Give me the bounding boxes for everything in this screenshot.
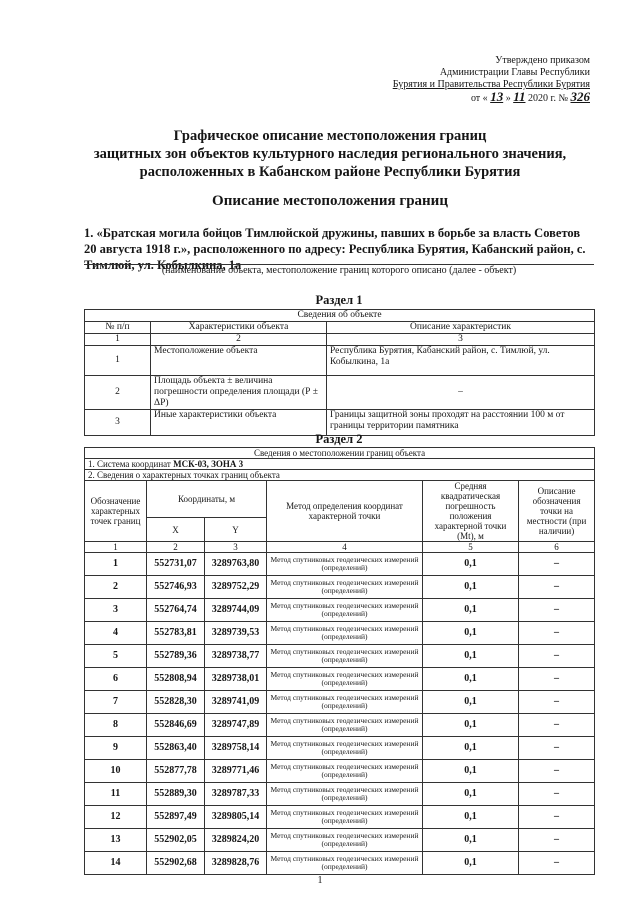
column-header: Описание характеристик [327, 322, 595, 334]
approval-number: 326 [570, 89, 590, 104]
error: 0,1 [423, 829, 519, 852]
coord-y: 3289747,89 [205, 714, 267, 737]
coord-x: 552877,78 [147, 760, 205, 783]
point-id: 2 [85, 576, 147, 599]
column-header: Метод определения координат характерной точки [267, 481, 423, 542]
table-row [85, 599, 595, 622]
point-id: 9 [85, 737, 147, 760]
method: Метод спутниковых геодезических измерений (определений) [267, 622, 423, 645]
document-subtitle: Описание местоположения границ [212, 193, 448, 209]
approval-date-line [335, 91, 590, 105]
error: 0,1 [423, 576, 519, 599]
document-title [40, 127, 620, 181]
row-description: Границы защитной зоны проходят на расстоянии 100 м от границы территории памятника [327, 410, 595, 436]
point-desc: – [519, 553, 595, 576]
coord-x: 552783,81 [147, 622, 205, 645]
column-header: X [147, 518, 205, 542]
coord-x: 552789,36 [147, 645, 205, 668]
column-index: 3 [205, 542, 267, 553]
title-line: расположенных в Кабанском районе Республики Бурятия [139, 164, 521, 180]
row-description: – [327, 376, 595, 410]
column-header: Описание обозначения точки на местности (при наличии) [519, 481, 595, 542]
error: 0,1 [423, 783, 519, 806]
title-line: Графическое описание местоположения границ [173, 128, 487, 144]
object-info-table [84, 309, 595, 436]
point-desc: – [519, 829, 595, 852]
object-caption: (наименование объекта, местоположение границ которого описано (далее - объект) [161, 265, 517, 276]
coord-x: 552897,49 [147, 806, 205, 829]
coord-x: 552902,68 [147, 852, 205, 875]
row-characteristic: Иные характеристики объекта [151, 410, 327, 436]
point-desc: – [519, 599, 595, 622]
approval-line: Утверждено приказом [495, 55, 590, 66]
point-desc: – [519, 645, 595, 668]
error: 0,1 [423, 553, 519, 576]
method: Метод спутниковых геодезических измерений (определений) [267, 691, 423, 714]
section2-title: Раздел 2 [315, 432, 363, 446]
coord-y: 3289752,29 [205, 576, 267, 599]
error: 0,1 [423, 760, 519, 783]
row-number: 2 [85, 376, 151, 410]
point-id: 13 [85, 829, 147, 852]
coord-x: 552764,74 [147, 599, 205, 622]
row-characteristic: Местоположение объекта [151, 346, 327, 376]
method: Метод спутниковых геодезических измерений (определений) [267, 645, 423, 668]
table-row [85, 783, 595, 806]
point-id: 7 [85, 691, 147, 714]
error: 0,1 [423, 691, 519, 714]
table-row [85, 737, 595, 760]
coord-x: 552808,94 [147, 668, 205, 691]
error: 0,1 [423, 599, 519, 622]
method: Метод спутниковых геодезических измерений (определений) [267, 599, 423, 622]
table-row [85, 645, 595, 668]
error: 0,1 [423, 737, 519, 760]
table-row [85, 576, 595, 599]
table-header: Сведения об объекте [85, 310, 595, 322]
error: 0,1 [423, 806, 519, 829]
coordinate-system-label: 1. Система координат [88, 459, 174, 469]
column-index: 1 [85, 542, 147, 553]
coord-x: 552746,93 [147, 576, 205, 599]
point-desc: – [519, 668, 595, 691]
point-id: 14 [85, 852, 147, 875]
method: Метод спутниковых геодезических измерений (определений) [267, 737, 423, 760]
coord-x: 552889,30 [147, 783, 205, 806]
point-id: 10 [85, 760, 147, 783]
coord-y: 3289828,76 [205, 852, 267, 875]
table-row [85, 806, 595, 829]
table-row [85, 760, 595, 783]
column-header: Y [205, 518, 267, 542]
table-row [85, 691, 595, 714]
table-header: Сведения о местоположении границ объекта [85, 448, 595, 459]
point-id: 3 [85, 599, 147, 622]
column-index: 1 [85, 334, 151, 346]
point-id: 11 [85, 783, 147, 806]
column-index: 3 [327, 334, 595, 346]
point-desc: – [519, 783, 595, 806]
coord-y: 3289741,09 [205, 691, 267, 714]
coord-y: 3289758,14 [205, 737, 267, 760]
point-id: 1 [85, 553, 147, 576]
coordinates-table [84, 447, 595, 875]
table-row [85, 553, 595, 576]
coord-y: 3289787,33 [205, 783, 267, 806]
error: 0,1 [423, 622, 519, 645]
error: 0,1 [423, 714, 519, 737]
coordinate-system-value: МСК-03, ЗОНА 3 [173, 459, 244, 469]
method: Метод спутниковых геодезических измерений (определений) [267, 760, 423, 783]
table-row [85, 829, 595, 852]
point-id: 5 [85, 645, 147, 668]
coordinate-rows [85, 553, 595, 875]
point-desc: – [519, 576, 595, 599]
table-row [85, 668, 595, 691]
column-index: 2 [147, 542, 205, 553]
coord-y: 3289805,14 [205, 806, 267, 829]
point-desc: – [519, 852, 595, 875]
points-caption: 2. Сведения о характерных точках границ объекта [85, 470, 595, 481]
column-index: 5 [423, 542, 519, 553]
coord-x: 552863,40 [147, 737, 205, 760]
coord-x: 552828,30 [147, 691, 205, 714]
coord-y: 3289763,80 [205, 553, 267, 576]
column-header: Характеристики объекта [151, 322, 327, 334]
point-desc: – [519, 622, 595, 645]
point-desc: – [519, 760, 595, 783]
method: Метод спутниковых геодезических измерений (определений) [267, 576, 423, 599]
coord-x: 552846,69 [147, 714, 205, 737]
method: Метод спутниковых геодезических измерений (определений) [267, 553, 423, 576]
row-description: Республика Бурятия, Кабанский район, с. Тимлюй, ул. Кобылкина, 1а [327, 346, 595, 376]
column-index: 2 [151, 334, 327, 346]
method: Метод спутниковых геодезических измерений (определений) [267, 668, 423, 691]
method: Метод спутниковых геодезических измерений (определений) [267, 829, 423, 852]
point-desc: – [519, 737, 595, 760]
coord-y: 3289738,77 [205, 645, 267, 668]
table-row [85, 852, 595, 875]
row-number: 1 [85, 346, 151, 376]
approval-day: 13 [490, 89, 504, 104]
table-row [85, 714, 595, 737]
point-id: 6 [85, 668, 147, 691]
row-number: 3 [85, 410, 151, 436]
coord-y: 3289771,46 [205, 760, 267, 783]
point-id: 8 [85, 714, 147, 737]
column-header: № п/п [85, 322, 151, 334]
method: Метод спутниковых геодезических измерений (определений) [267, 714, 423, 737]
page-number: 1 [317, 875, 323, 886]
column-header: Координаты, м [147, 481, 267, 518]
coord-x: 552731,07 [147, 553, 205, 576]
method: Метод спутниковых геодезических измерений (определений) [267, 783, 423, 806]
error: 0,1 [423, 852, 519, 875]
coord-x: 552902,05 [147, 829, 205, 852]
coord-y: 3289824,20 [205, 829, 267, 852]
point-id: 12 [85, 806, 147, 829]
coord-y: 3289738,01 [205, 668, 267, 691]
approval-stamp [335, 55, 590, 105]
coord-y: 3289744,09 [205, 599, 267, 622]
column-index: 4 [267, 542, 423, 553]
point-desc: – [519, 806, 595, 829]
approval-line: Администрации Главы Республики [439, 67, 590, 78]
title-line: защитных зон объектов культурного наследия регионального значения, [93, 146, 567, 162]
approval-line: Бурятия и Правительства Республики Бурятия [392, 79, 590, 90]
point-desc: – [519, 691, 595, 714]
column-header: Средняя квадратическая погрешность положения характерной точки (Мt), м [423, 481, 519, 542]
section1-title: Раздел 1 [315, 293, 363, 307]
point-desc: – [519, 714, 595, 737]
object-description: 1. «Братская могила бойцов Тимлюйской дружины, павших в борьбе за власть Советов 20 августа 1918 г.», расположенного по адресу: Республика Бурятия, Кабанский район, с. Тимлюй, ул. Кобылкина, 1а [84, 226, 586, 272]
method: Метод спутниковых геодезических измерений (определений) [267, 852, 423, 875]
error: 0,1 [423, 668, 519, 691]
point-id: 4 [85, 622, 147, 645]
column-header: Обозначение характерных точек границ [85, 481, 147, 542]
approval-month: 11 [513, 89, 526, 104]
coord-y: 3289739,53 [205, 622, 267, 645]
row-characteristic: Площадь объекта ± величина погрешности определения площади (Р ± ΔР) [151, 376, 327, 410]
method: Метод спутниковых геодезических измерений (определений) [267, 806, 423, 829]
approval-from: от « [470, 93, 488, 104]
coordinate-system [85, 459, 595, 470]
approval-sep: » [505, 93, 511, 104]
error: 0,1 [423, 645, 519, 668]
approval-year: 2020 г. № [527, 93, 568, 104]
table-row [85, 622, 595, 645]
column-index: 6 [519, 542, 595, 553]
